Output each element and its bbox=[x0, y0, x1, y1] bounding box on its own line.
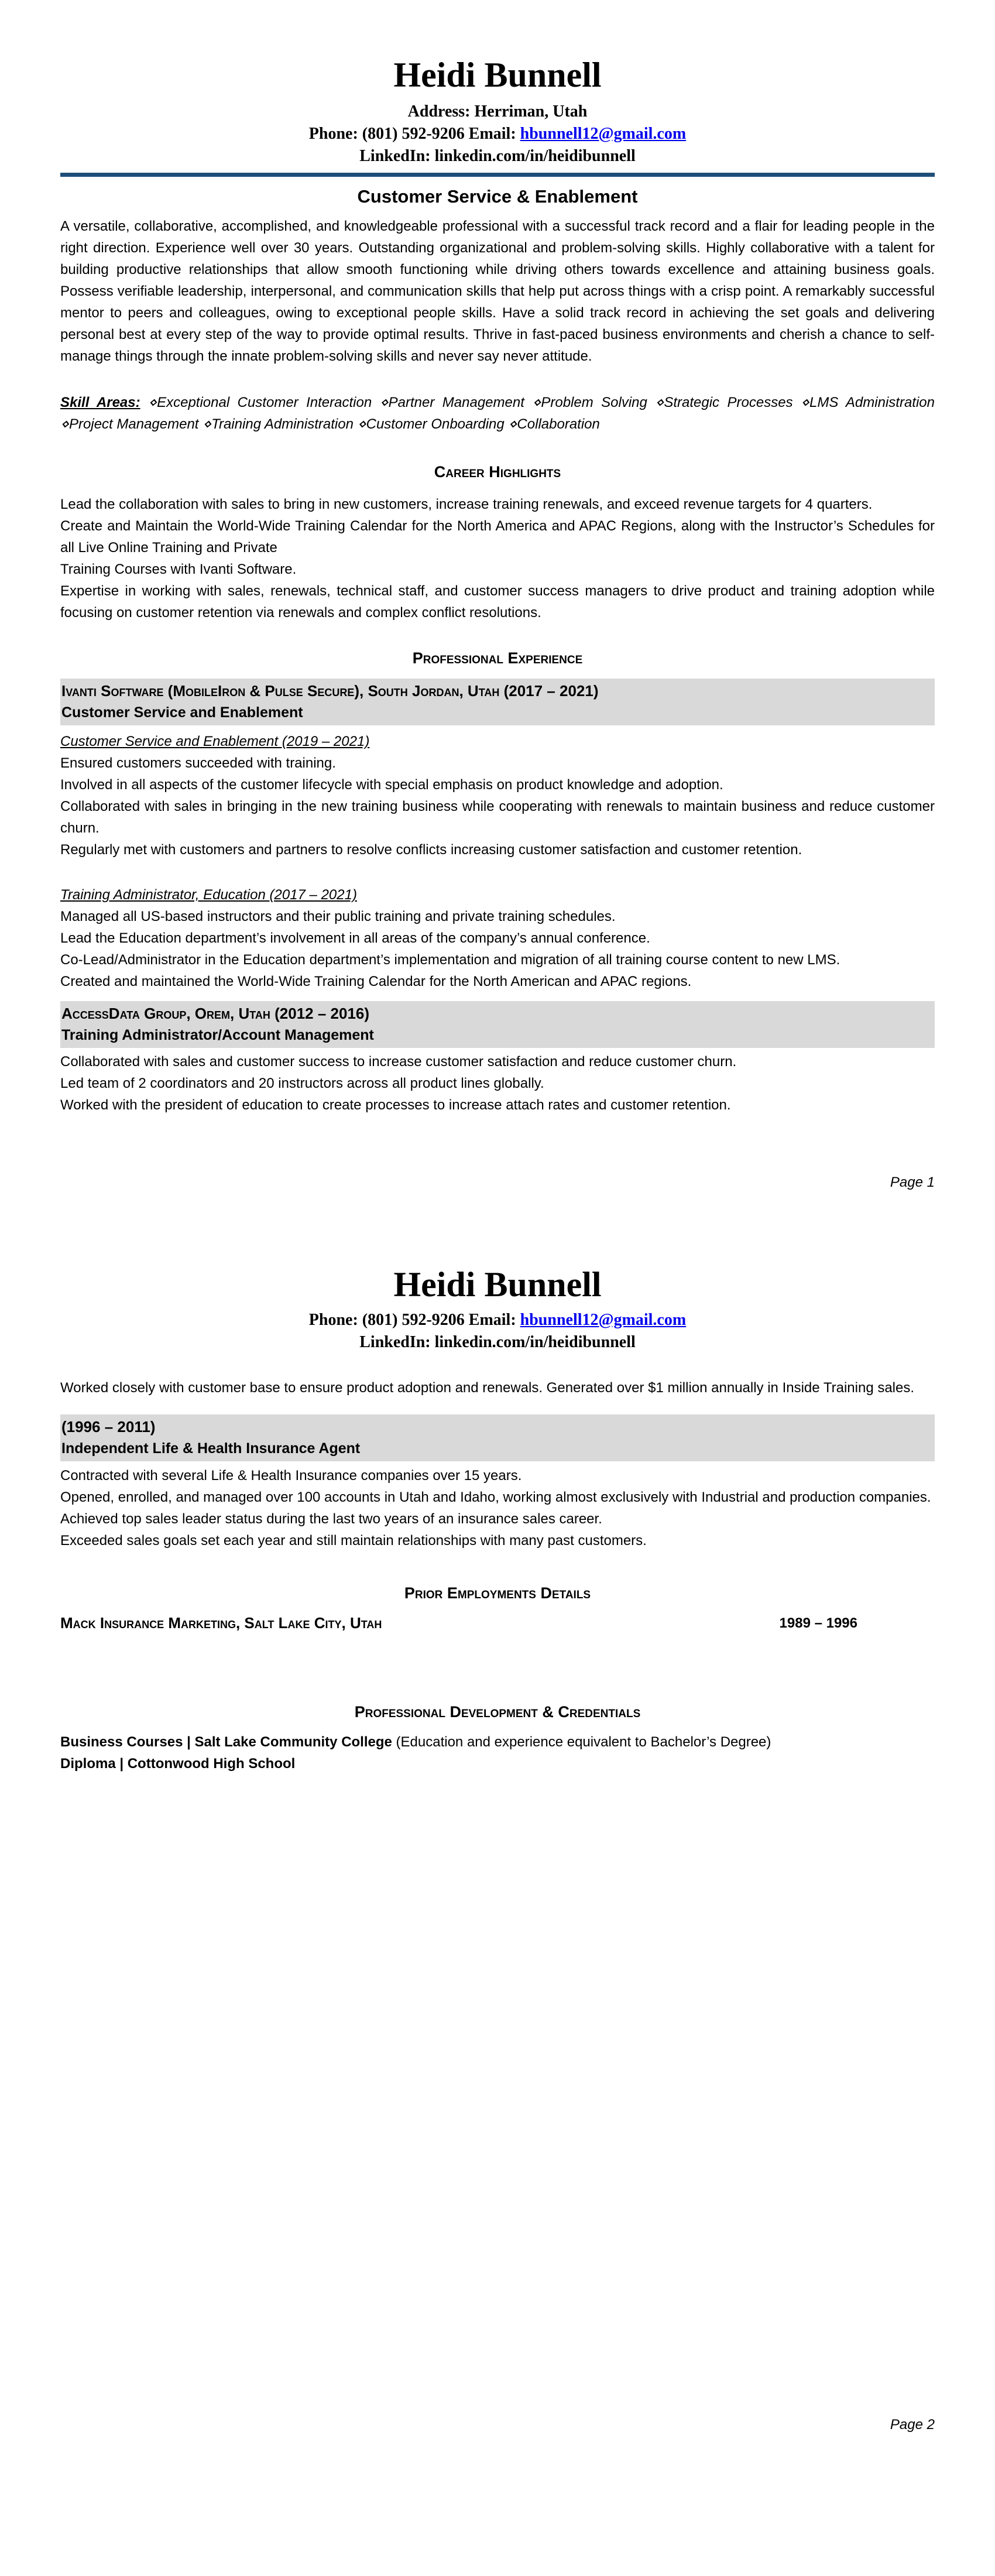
skill-areas bbox=[60, 392, 935, 435]
bullet-line: Involved in all aspects of the customer lifecycle with special emphasis on product knowledge and adoption. bbox=[60, 777, 723, 793]
company-name-line: AccessData Group, Orem, Utah (2012 – 2016) bbox=[61, 1005, 370, 1022]
bullet-line: Exceeded sales goals set each year and still maintain relationships with many past customers. bbox=[60, 1533, 647, 1549]
continuation-paragraph: Worked closely with customer base to ensure product adoption and renewals. Generated over $1 million annually in Inside Training sales. bbox=[60, 1380, 915, 1396]
professional-summary: A versatile, collaborative, accomplished, and knowledgeable professional with a successful track record and a flair for leading people in the right direction. Experience well over 30 years. Outstanding organizational and problem-solving skills. Highly collaborative with a talent for building productive relationships that allow smooth functioning while driving others towards excellence and attaining business goals. Possess verifiable leadership, interpersonal, and communication skills that help put across things with a crisp point. A remarkably successful mentor to peers and colleagues, owing to exceptional people skills. Have a solid track record in achieving the set goals and delivering personal best at every step of the way to provide optimal results. Thrive in fast-paced business environments and cherish a chance to self-manage things through the innate problem-solving skills and never say never attitude. bbox=[60, 218, 935, 364]
skill-areas-list: ⋄Exceptional Customer Interaction ⋄Partner Management ⋄Problem Solving ⋄Strategic Processes ⋄LMS Administration ⋄Project Management ⋄Training Administration ⋄Customer Onboarding ⋄Collaboration bbox=[60, 395, 935, 432]
career-highlight-item: Lead the collaboration with sales to bring in new customers, increase training renewals, and exceed revenue targets for 4 quarters. bbox=[60, 496, 873, 512]
company-name-line: Ivanti Software (MobileIron & Pulse Secure), South Jordan, Utah (2017 – 2021) bbox=[61, 682, 599, 700]
role-title-line: Training Administrator/Account Management bbox=[61, 1027, 374, 1043]
bullet-line: Lead the Education department’s involvement in all areas of the company’s annual conference. bbox=[60, 930, 650, 946]
credential-line bbox=[60, 1753, 935, 1775]
credentials-list bbox=[60, 1731, 935, 1775]
credential-note: (Education and experience equivalent to Bachelor’s Degree) bbox=[392, 1734, 771, 1750]
email-link[interactable]: hbunnell12@gmail.com bbox=[520, 125, 687, 143]
section-heading-prior-employments: Prior Employments Details bbox=[404, 1584, 591, 1602]
email-link[interactable]: hbunnell12@gmail.com bbox=[520, 1311, 687, 1329]
accessdata-bullets bbox=[60, 1051, 935, 1116]
employment-row bbox=[60, 1612, 935, 1634]
contact-linkedin-line: LinkedIn: linkedin.com/in/heidibunnell bbox=[359, 147, 636, 165]
career-highlights-list bbox=[60, 494, 935, 624]
page1-name-title: Heidi Bunnell bbox=[393, 56, 602, 94]
bullet-line: Led team of 2 coordinators and 20 instructors across all product lines globally. bbox=[60, 1075, 544, 1091]
bullet-line: Achieved top sales leader status during the last two years of an insurance sales career. bbox=[60, 1511, 602, 1527]
career-highlight-item: Training Courses with Ivanti Software. bbox=[60, 561, 297, 577]
contact-address-line: Address: Herriman, Utah bbox=[407, 102, 588, 121]
company-header-insurance bbox=[60, 1414, 935, 1461]
company-header-accessdata bbox=[60, 1001, 935, 1048]
role-title-line: Independent Life & Health Insurance Agent bbox=[61, 1440, 361, 1457]
bullet-line: Collaborated with sales in bringing in the new training business while cooperating with renewals to maintain business and reduce customer churn. bbox=[60, 799, 935, 836]
credential-line bbox=[60, 1731, 935, 1753]
bullet-line: Contracted with several Life & Health Insurance companies over 15 years. bbox=[60, 1468, 522, 1484]
page1-contact-block bbox=[60, 101, 935, 167]
bullet-line: Opened, enrolled, and managed over 100 accounts in Utah and Idaho, working almost exclusively with Industrial and production companies. bbox=[60, 1489, 931, 1505]
subrole-title-customer-service: Customer Service and Enablement (2019 – 2021) bbox=[60, 734, 370, 749]
contact-linkedin-line: LinkedIn: linkedin.com/in/heidibunnell bbox=[359, 1333, 636, 1351]
employer-name: Mack Insurance Marketing, Salt Lake City, Utah bbox=[60, 1614, 382, 1632]
section-heading-professional-experience: Professional Experience bbox=[412, 649, 583, 667]
bullet-line: Co-Lead/Administrator in the Education department’s implementation and migration of all training course content to new LMS. bbox=[60, 952, 840, 968]
subrole-bullets-customer-service bbox=[60, 752, 935, 861]
subrole-title-training-administrator: Training Administrator, Education (2017 – 2021) bbox=[60, 887, 357, 903]
company-dates-line: (1996 – 2011) bbox=[61, 1418, 156, 1436]
role-title-line: Customer Service and Enablement bbox=[61, 704, 303, 721]
page2-contact-block bbox=[60, 1309, 935, 1354]
skill-areas-label: Skill Areas: bbox=[60, 395, 140, 410]
credential-title: Business Courses | Salt Lake Community College bbox=[60, 1734, 392, 1750]
page2-name-title: Heidi Bunnell bbox=[393, 1265, 602, 1304]
insurance-bullets bbox=[60, 1465, 935, 1551]
contact-phone-email-prefix: Phone: (801) 592-9206 Email: bbox=[308, 1311, 520, 1329]
bullet-line: Worked with the president of education to create processes to increase attach rates and customer retention. bbox=[60, 1097, 731, 1113]
career-highlight-item: Create and Maintain the World-Wide Training Calendar for the North America and APAC Regions, along with the Instructor’s Schedules for all Live Online Training and Private bbox=[60, 518, 935, 556]
bullet-line: Regularly met with customers and partners to resolve conflicts increasing customer satisfaction and customer retention. bbox=[60, 842, 802, 858]
company-header-ivanti bbox=[60, 679, 935, 725]
page1-footer: Page 1 bbox=[890, 1174, 935, 1190]
page2-footer: Page 2 bbox=[890, 2417, 935, 2433]
bullet-line: Created and maintained the World-Wide Training Calendar for the North American and APAC regions. bbox=[60, 974, 692, 989]
credential-title: Diploma | Cottonwood High School bbox=[60, 1756, 296, 1772]
divider-rule bbox=[60, 173, 935, 177]
subrole-bullets-training-administrator bbox=[60, 906, 935, 992]
section-heading-credentials: Professional Development & Credentials bbox=[354, 1703, 641, 1721]
bullet-line: Ensured customers succeeded with training. bbox=[60, 755, 336, 771]
document-body bbox=[60, 0, 935, 2435]
contact-phone-email-line bbox=[60, 1309, 935, 1331]
bullet-line: Managed all US-based instructors and their public training and private training schedules. bbox=[60, 909, 616, 924]
section-heading-career-highlights: Career Highlights bbox=[434, 463, 561, 481]
contact-phone-email-prefix: Phone: (801) 592-9206 Email: bbox=[308, 125, 520, 143]
bullet-line: Collaborated with sales and customer success to increase customer satisfaction and reduce customer churn. bbox=[60, 1054, 737, 1070]
contact-phone-email-line bbox=[60, 123, 935, 145]
employment-dates: 1989 – 1996 bbox=[779, 1615, 857, 1631]
career-highlight-item: Expertise in working with sales, renewals, technical staff, and customer success managers to drive product and training adoption while focusing on customer retention via renewals and complex conflict resolutions. bbox=[60, 583, 935, 621]
document-title: Customer Service & Enablement bbox=[357, 186, 638, 207]
